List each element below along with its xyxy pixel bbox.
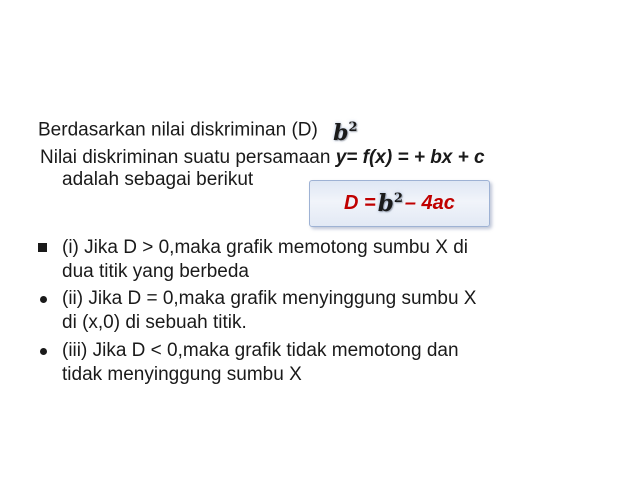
bullet-3-line-1: (iii) Jika D < 0,maka grafik tidak memotong dan — [62, 340, 459, 361]
dot-bullet-icon — [40, 348, 47, 355]
bullet-2-line-1: (ii) Jika D = 0,maka grafik menyinggung sumbu X — [62, 288, 477, 309]
bullet-2-line-2: di (x,0) di sebuah titik. — [62, 312, 247, 333]
definition-line-2: adalah sebagai berikut — [62, 169, 254, 190]
bullet-1-line-2: dua titik yang berbeda — [62, 261, 249, 282]
discriminant-formula-box — [309, 180, 490, 227]
b-squared-exponent: 2 — [348, 120, 358, 135]
formula-b-base: b — [377, 190, 394, 217]
definition-line — [40, 146, 485, 170]
dot-bullet-icon — [40, 296, 47, 303]
intro-line — [38, 116, 358, 145]
intro-text: Berdasarkan nilai diskriminan (D) — [38, 119, 318, 141]
bullet-3-line-2: tidak menyinggung sumbu X — [62, 364, 302, 385]
equation-text: y= f(x) = + bx + c — [335, 147, 485, 168]
formula-left: D = — [344, 192, 376, 214]
definition-prefix: Nilai diskriminan suatu persamaan — [40, 147, 336, 168]
b-squared-base: b — [333, 120, 349, 146]
formula-right: – 4ac — [404, 192, 455, 214]
formula-b-squared — [378, 190, 403, 217]
bullet-1-line-1: (i) Jika D > 0,maka grafik memotong sumbu X di — [62, 237, 469, 258]
square-bullet-icon — [38, 243, 47, 252]
formula-b-exponent: 2 — [393, 191, 403, 206]
b-squared-image — [333, 116, 357, 145]
